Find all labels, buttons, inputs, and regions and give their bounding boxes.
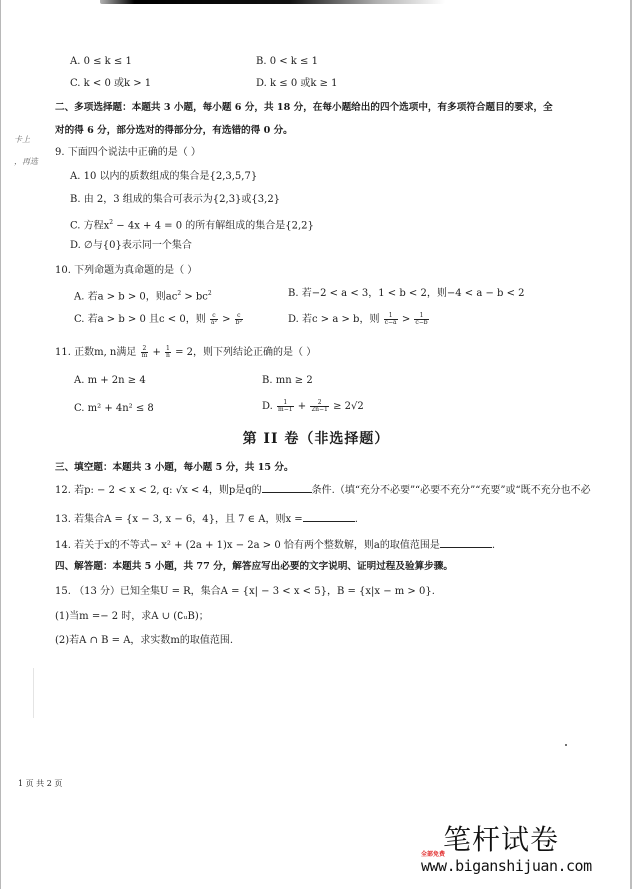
scan-scratch: [33, 668, 34, 718]
fraction: $\frac{1}{c-b}$: [415, 312, 428, 326]
q13-answer-blank[interactable]: [303, 511, 355, 522]
section3-heading: 三、填空题：本题共 3 小题，每小题 5 分，共 15 分。: [55, 462, 294, 473]
watermark-tag: 全部免费: [421, 851, 446, 858]
q9-option-b: B. 由 2，3 组成的集合可表示为{2,3}或{3,2}: [70, 194, 281, 205]
section2-heading-line1: 二、多项选择题：本题共 3 小题，每小题 6 分，共 18 分，在每小题给出的四个选项中，有多项符合题目的要求，全: [55, 102, 553, 113]
q10-option-b: B. 若−2 < a < 3，1 < b < 2，则−4 < a − b < 2: [288, 288, 525, 299]
q12-text: 12. 若p: − 2 < x < 2, q: √x < 4，则p是q的 条件.（填“充分不必要”“必要不充分”“充要”或“既不充分也不必: [55, 482, 591, 498]
q9-option-c: C. 方程$x^2 - 4x + 4 = 0$ 的所有解组成的集合是{2,2}: [70, 219, 314, 232]
q8-option-b: B. 0 < k ≤ 1: [256, 56, 318, 67]
section4-heading: 四、解答题：本题共 5 小题，共 77 分，解答应写出必要的文字说明、证明过程及验算步骤。: [55, 561, 453, 572]
q8-option-d: D. k ≤ 0 或k ≥ 1: [256, 78, 338, 89]
q14-text: 14. 若关于x的不等式− x² + (2a + 1)x − 2a > 0 恰有两个整数解，则a的取值范围是 .: [55, 537, 495, 553]
q9-stem: 9. 下面四个说法中正确的是（ ）: [55, 147, 201, 158]
page-number: 1 页 共 2 页: [18, 779, 63, 788]
part2-title: 第 II 卷（非选择题）: [242, 431, 390, 447]
scan-shadow-bar: [100, 0, 445, 4]
fraction: $\frac{2}{2n-1}$: [311, 399, 328, 413]
q11-option-b: B. mn ≥ 2: [262, 375, 313, 386]
section2-heading-line2: 对的得 6 分，部分选对的得部分分，有选错的得 0 分。: [55, 125, 293, 136]
q15-stem: 15. （13 分）已知全集U = R，集合A = {x| − 3 < x < 5}，B = {x|x − m > 0}.: [55, 586, 435, 597]
q8-option-a: A. 0 ≤ k ≤ 1: [70, 56, 132, 67]
q14-answer-blank[interactable]: [440, 537, 492, 548]
q15-part1: (1)当m =− 2 时，求A ∪ (∁ᵤB)；: [55, 611, 209, 622]
fraction: $\frac{c}{\text{a²}}$: [210, 312, 217, 326]
q10-stem: 10. 下列命题为真命题的是（ ）: [55, 265, 198, 276]
q8-option-c: C. k < 0 或k > 1: [70, 78, 152, 89]
scan-dot: [565, 744, 567, 746]
q13-text: 13. 若集合A = {x − 3, x − 6，4}，且 7 ∈ A，则x = .: [55, 511, 358, 527]
fraction: $\frac{2}{m}$: [141, 345, 148, 359]
q15-part2: (2)若A ∩ B = A，求实数m的取值范围.: [55, 635, 234, 646]
fraction: $\frac{1}{c-a}$: [384, 312, 397, 326]
q12-answer-blank[interactable]: [262, 482, 312, 493]
q9-option-a: A. 10 以内的质数组成的集合是{2,3,5,7}: [70, 171, 258, 182]
margin-note-1: 卡上: [14, 135, 30, 144]
q10-option-a: A. 若a > b > 0，则$ac^2 > bc^2$: [74, 290, 212, 303]
q11-stem: 11. 正数m, n满足 $\frac{2}{m}$ + $\frac{1}{n}$ = 2，则下列结论正确的是（ ）: [55, 345, 317, 359]
watermark-url[interactable]: www.biganshijuan.com: [421, 857, 592, 875]
q10-option-d: D. 若c > a > b，则 $\frac{1}{c-a}$ > $\frac{1}{c-b}$: [288, 312, 428, 326]
q11-option-a: A. m + 2n ≥ 4: [74, 375, 146, 386]
fraction: $\frac{1}{n}$: [166, 345, 170, 359]
watermark-logo-title: 笔杆试卷: [443, 823, 560, 856]
q10-option-c: C. 若a > b > 0 且c < 0，则 $\frac{c}{\text{a²}}$ > $\frac{c}{\text{b²}}$: [74, 312, 242, 326]
q9-option-d: D. ∅与{0}表示同一个集合: [70, 240, 192, 251]
margin-note-2: ，再选: [14, 157, 38, 166]
q11-option-d: D. $\frac{1}{m-1}$ + $\frac{2}{2n-1}$ ≥ 2√2: [262, 399, 364, 413]
q11-option-c: C. m² + 4n² ≤ 8: [74, 403, 154, 414]
fraction: $\frac{c}{\text{b²}}$: [235, 312, 242, 326]
fraction: $\frac{1}{m-1}$: [278, 399, 293, 413]
